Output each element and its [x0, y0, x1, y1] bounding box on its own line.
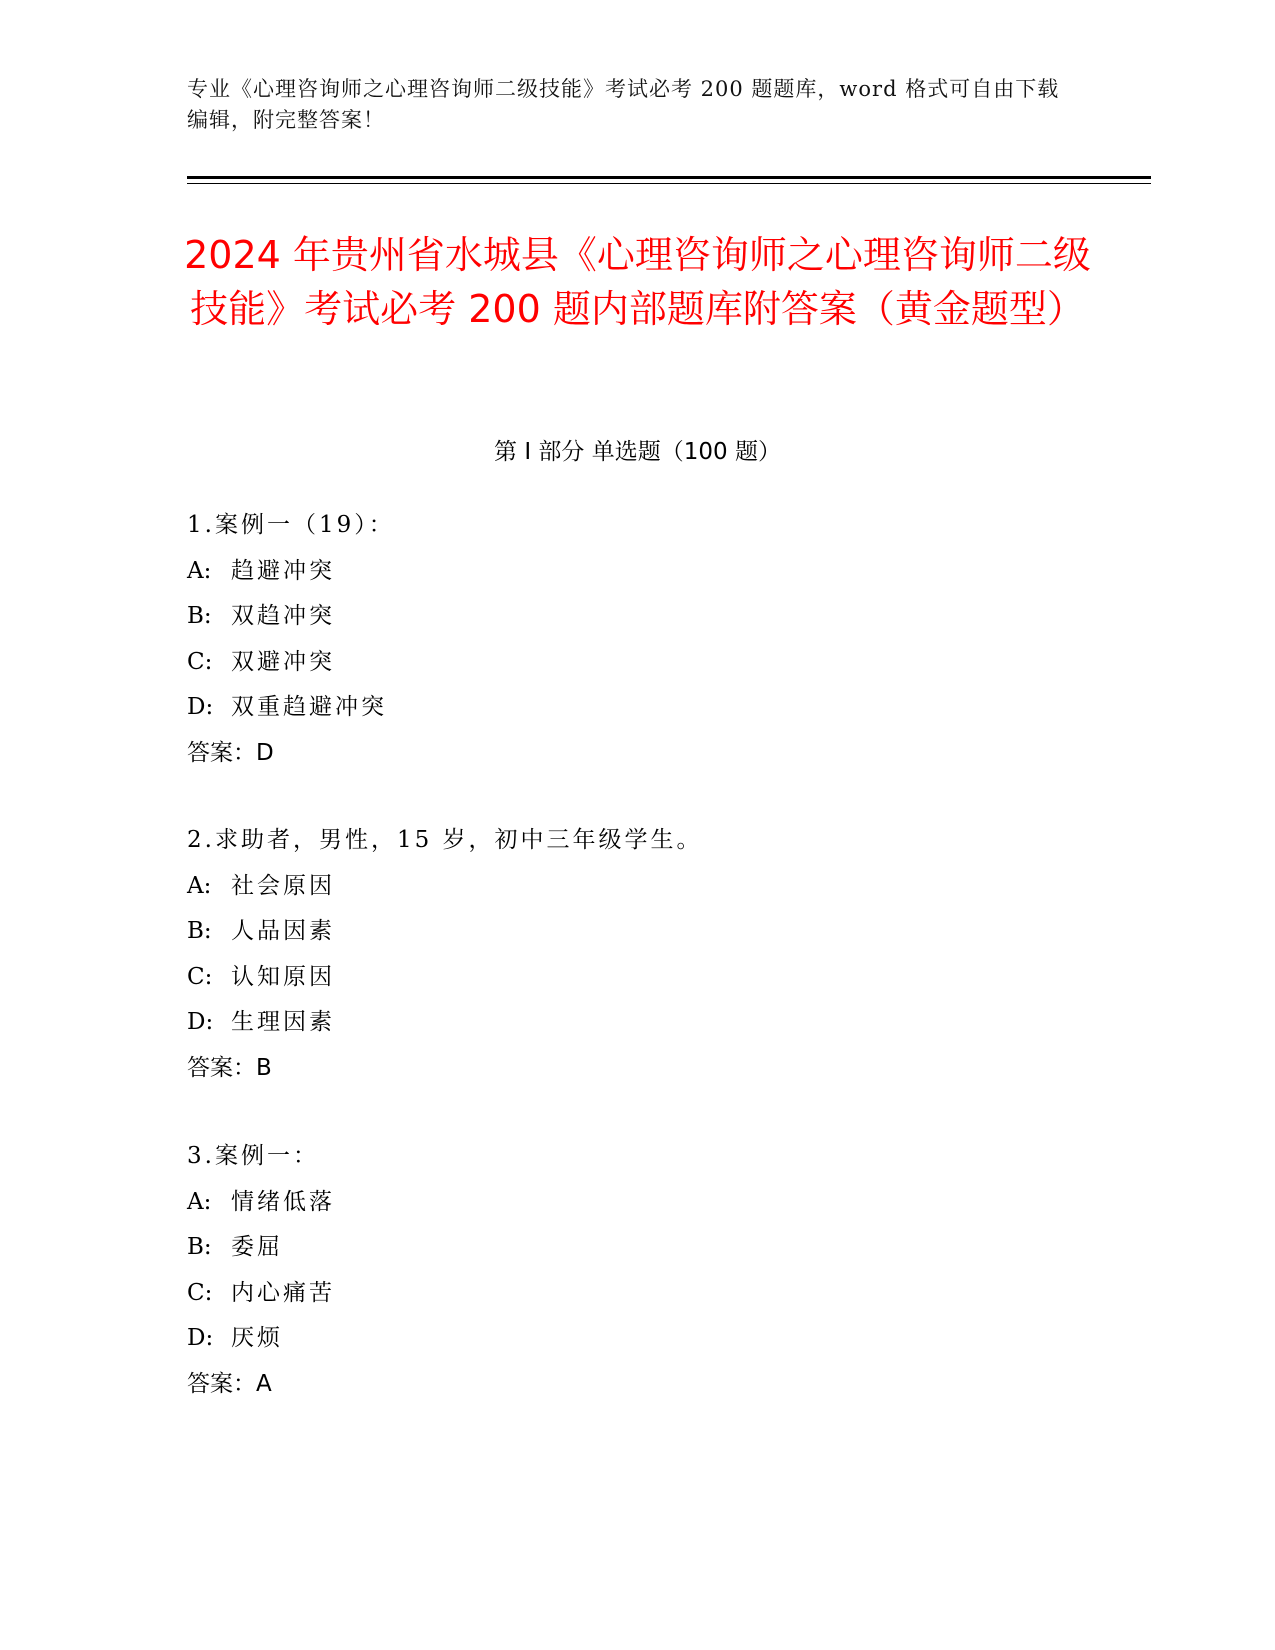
- question-stem: 3.案例一：: [187, 1143, 319, 1169]
- question-1: [187, 503, 1087, 776]
- question-option-d: [187, 1000, 1087, 1046]
- question-option-a: [187, 864, 1087, 910]
- option-letter: C:: [187, 963, 213, 990]
- option-letter: D:: [187, 694, 214, 720]
- option-text: 趋避冲突: [231, 557, 335, 584]
- question-stem: 1.案例一（19）：: [187, 512, 395, 538]
- document-title: 2024 年贵州省水城县《心理咨询师之心理咨询师二级技能》考试必考 200 题内部题库附答案（黄金题型）: [184, 233, 1091, 331]
- question-option-b: [187, 594, 1087, 640]
- header-rule-thin: [187, 183, 1151, 184]
- option-text: 厌烦: [231, 1325, 283, 1351]
- question-2: [187, 818, 1087, 1091]
- header-note: 专业《心理咨询师之心理咨询师二级技能》考试必考 200 题题库，word 格式可自由下载编辑，附完整答案！: [187, 77, 1060, 132]
- question-answer: 答案：A: [187, 1370, 272, 1397]
- question-option-a: [187, 549, 1087, 595]
- question-option-c: [187, 955, 1087, 1001]
- option-letter: C:: [187, 648, 213, 675]
- option-letter: D:: [187, 1009, 214, 1035]
- question-option-b: [187, 1225, 1087, 1271]
- option-letter: B:: [187, 918, 212, 944]
- option-letter: B:: [187, 603, 212, 629]
- question-stem: 2.求助者，男性，15 岁，初中三年级学生。: [187, 827, 703, 853]
- option-text: 认知原因: [231, 963, 335, 990]
- question-3: [187, 1134, 1087, 1407]
- question-option-d: [187, 685, 1087, 731]
- option-text: 内心痛苦: [231, 1279, 335, 1306]
- option-text: 生理因素: [231, 1009, 335, 1035]
- section-title: 第 I 部分 单选题（100 题）: [494, 439, 781, 465]
- question-option-c: [187, 1271, 1087, 1317]
- option-text: 委屈: [231, 1234, 283, 1260]
- option-letter: C:: [187, 1279, 213, 1306]
- option-text: 双趋冲突: [231, 603, 335, 629]
- option-text: 双避冲突: [231, 648, 335, 675]
- option-text: 情绪低落: [231, 1188, 335, 1215]
- question-answer: 答案：D: [187, 739, 274, 766]
- question-option-c: [187, 640, 1087, 686]
- option-text: 双重趋避冲突: [231, 694, 387, 720]
- option-letter: A:: [187, 872, 212, 899]
- question-option-a: [187, 1180, 1087, 1226]
- option-letter: A:: [187, 557, 212, 584]
- question-option-d: [187, 1316, 1087, 1362]
- option-text: 人品因素: [231, 918, 335, 944]
- question-option-b: [187, 909, 1087, 955]
- option-letter: B:: [187, 1234, 212, 1260]
- option-letter: A:: [187, 1188, 212, 1215]
- header-rule-thick: [187, 176, 1151, 179]
- question-answer: 答案：B: [187, 1054, 272, 1081]
- option-text: 社会原因: [231, 872, 335, 899]
- option-letter: D:: [187, 1325, 214, 1351]
